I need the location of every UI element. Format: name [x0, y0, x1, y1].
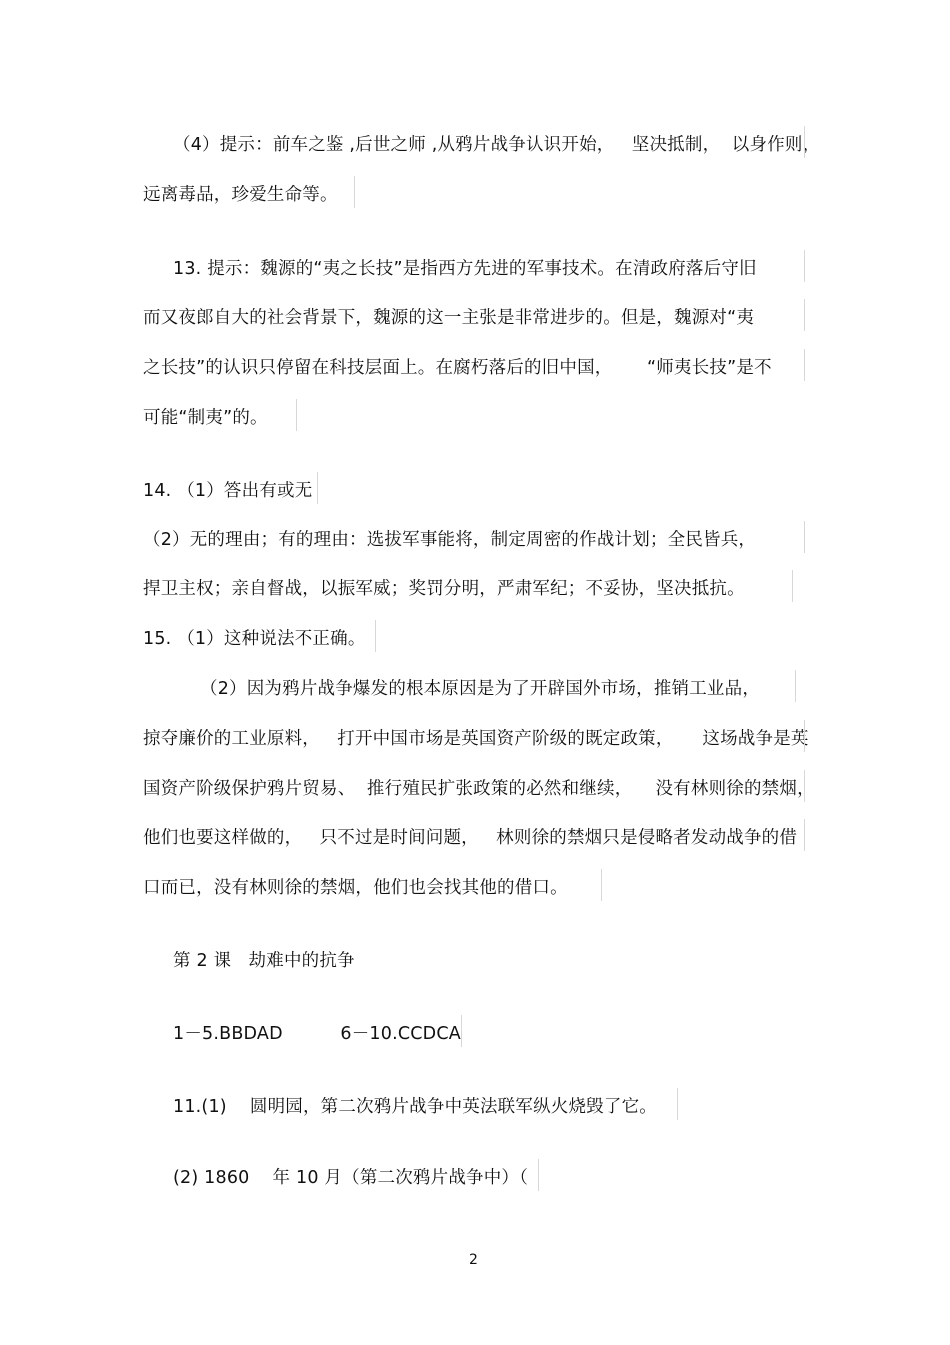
- line-end-rule: [804, 770, 805, 802]
- line-end-rule: [804, 126, 805, 158]
- line-end-rule: [538, 1159, 539, 1191]
- line-end-rule: [804, 250, 805, 282]
- answer-11-1: 11.(1) 圆明园，第二次鸦片战争中英法联军纵火烧毁了它。: [173, 1097, 657, 1117]
- answer-12-4-line-2: 远离毒品，珍爱生命等。: [143, 185, 338, 205]
- line-end-rule: [296, 399, 297, 431]
- answer-15-2-line-1: （2）因为鸦片战争爆发的根本原因是为了开辟国外市场，推销工业品，: [200, 679, 761, 699]
- page-number: 2: [469, 1252, 478, 1268]
- line-end-rule: [795, 670, 796, 702]
- answer-12-4-line-1: （4）提示：前车之鉴 ,后世之师 ,从鸦片战争认识开始， 坚决抵制， 以身作则，: [173, 135, 821, 155]
- answer-14-1: 14. （1）答出有或无: [143, 481, 313, 501]
- line-end-rule: [354, 176, 355, 208]
- answer-11-2: (2) 1860 年 10 月（第二次鸦片战争中）（: [173, 1168, 529, 1188]
- answer-15-2-line-5: 口而已，没有林则徐的禁烟，他们也会找其他的借口。: [143, 878, 568, 898]
- answer-13-line-4: 可能“制夷”的。: [143, 408, 268, 428]
- answer-15-1: 15. （1）这种说法不正确。: [143, 629, 366, 649]
- line-end-rule: [375, 620, 376, 652]
- answer-14-2-line-2: 捍卫主权；亲自督战，以振军威；奖罚分明，严肃军纪；不妥协，坚决抵抗。: [143, 579, 745, 599]
- answer-15-2-line-2: 掠夺廉价的工业原料， 打开中国市场是英国资产阶级的既定政策， 这场战争是英: [143, 729, 809, 749]
- line-end-rule: [601, 869, 602, 901]
- lesson-heading: 第 2 课 劫难中的抗争: [173, 951, 355, 971]
- line-end-rule: [804, 720, 805, 752]
- line-end-rule: [804, 349, 805, 381]
- answer-15-2-line-3: 国资产阶级保护鸦片贸易、 推行殖民扩张政策的必然和继续， 没有林则徐的禁烟，: [143, 779, 815, 799]
- answer-15-2-line-4: 他们也要这样做的， 只不过是时间问题， 林则徐的禁烟只是侵略者发动战争的借: [143, 828, 798, 848]
- line-end-rule: [317, 472, 318, 504]
- line-end-rule: [792, 570, 793, 602]
- answer-1-10: 1－5.BBDAD 6－10.CCDCA: [173, 1024, 461, 1044]
- answer-13-line-2: 而又夜郎自大的社会背景下，魏源的这一主张是非常进步的。但是，魏源对“夷: [143, 308, 755, 328]
- line-end-rule: [804, 819, 805, 851]
- line-end-rule: [804, 521, 805, 553]
- line-end-rule: [804, 299, 805, 331]
- answer-13-line-3: 之长技”的认识只停留在科技层面上。在腐朽落后的旧中国， “师夷长技”是不: [143, 358, 772, 378]
- line-end-rule: [461, 1015, 462, 1047]
- line-end-rule: [677, 1088, 678, 1120]
- answer-13-line-1: 13. 提示：魏源的“夷之长技”是指西方先进的军事技术。在清政府落后守旧: [173, 259, 757, 279]
- answer-14-2-line-1: （2）无的理由；有的理由：选拔军事能将，制定周密的作战计划；全民皆兵，: [143, 530, 757, 550]
